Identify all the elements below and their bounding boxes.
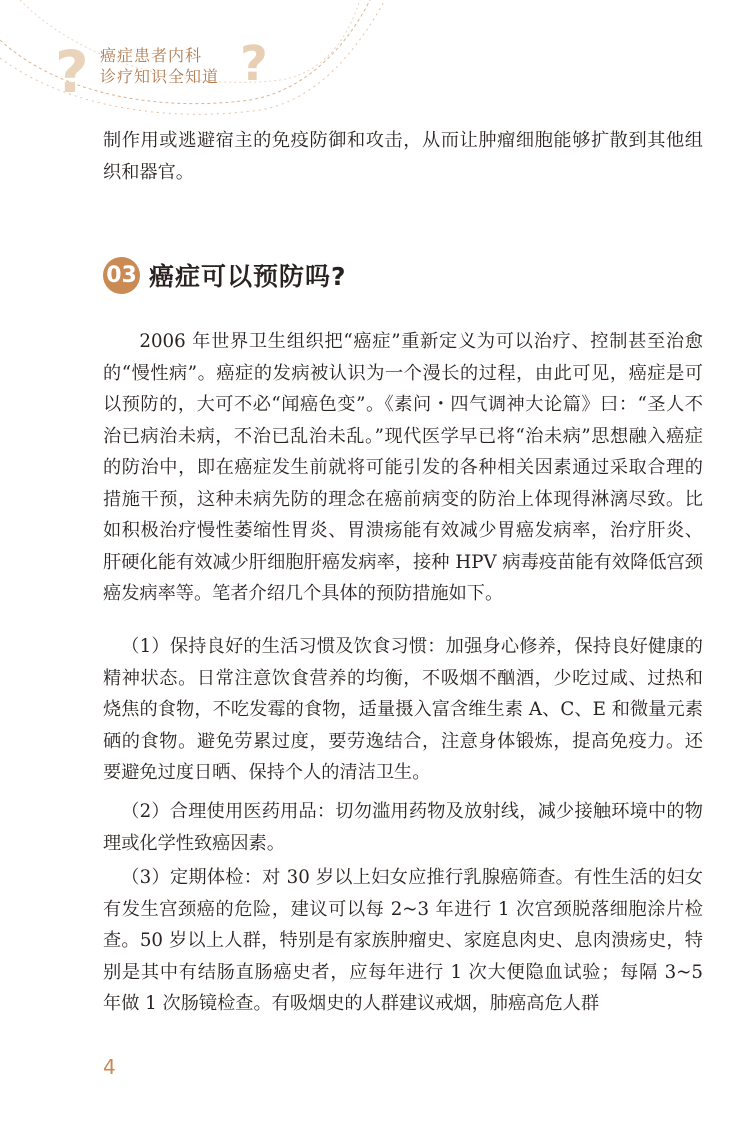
- section-heading: [103, 255, 347, 295]
- section-number-badge: 03: [103, 257, 140, 294]
- body-paragraph: 2006 年世界卫生组织把“癌症”重新定义为可以治疗、控制甚至治愈的“慢性病”。癌症的发病被认识为一个漫长的过程，由此可见，癌症是可以预防的，大可不必“闻癌色变”。《素问・四气调神大论篇》曰：“圣人不治已病治未病，不治已乱治未乱。”现代医学早已将“治未病”思想融入癌症的防治中，即在癌症发生前就将可能引发的各种相关因素通过采取合理的措施干预，这种未病先防的理念在癌前病变的防治上体现得淋漓尽致。比如积极治疗慢性萎缩性胃炎、胃溃疡能有效减少胃癌发病率，治疗肝炎、肝硬化能有效减少肝细胞肝癌发病率，接种 HPV 病毒疫苗能有效降低宫颈癌发病率等。笔者介绍几个具体的预防措施如下。: [103, 331, 703, 604]
- question-mark-icon: [55, 38, 89, 106]
- question-mark-icon: [240, 36, 268, 92]
- header-title-line2: 诊疗知识全知道: [100, 67, 220, 86]
- svg-text:?: ?: [240, 36, 268, 92]
- intro-paragraph: 制作用或逃避宿主的免疫防御和攻击，从而让肿瘤细胞能够扩散到其他组织和器官。: [103, 130, 703, 183]
- page-number: 4: [103, 1055, 116, 1079]
- header-title-line1: 癌症患者内科: [100, 46, 203, 65]
- body-paragraph: （2）合理使用医药用品：切勿滥用药物及放射线，减少接触环境中的物理或化学性致癌因素。: [103, 801, 703, 854]
- svg-text:?: ?: [55, 38, 89, 106]
- section-title: 癌症可以预防吗?: [149, 262, 347, 291]
- body-paragraph: （1）保持良好的生活习惯及饮食习惯：加强身心修养，保持良好健康的精神状态。日常注意饮食营养的均衡，不吸烟不酗酒，少吃过咸、过热和烧焦的食物，不吃发霉的食物，适量摄入富含维生素 A、C、E 和微量元素硒的食物。避免劳累过度，要劳逸结合，注意身体锻炼，提高免疫力。还要避免过度日晒、保持个人的清洁卫生。: [103, 636, 703, 783]
- body-paragraph: （3）定期体检：对 30 岁以上妇女应推行乳腺癌筛查。有性生活的妇女有发生宫颈癌的危险，建议可以每 2~3 年进行 1 次宫颈脱落细胞涂片检查。50 岁以上人群，特别是有家族肿瘤史、家庭息肉史、息肉溃疡史，特别是其中有结肠直肠癌史者，应每年进行 1 次大便隐血试验；每隔 3~5 年做 1 次肠镜检查。有吸烟史的人群建议戒烟，肺癌高危人群: [103, 867, 703, 1014]
